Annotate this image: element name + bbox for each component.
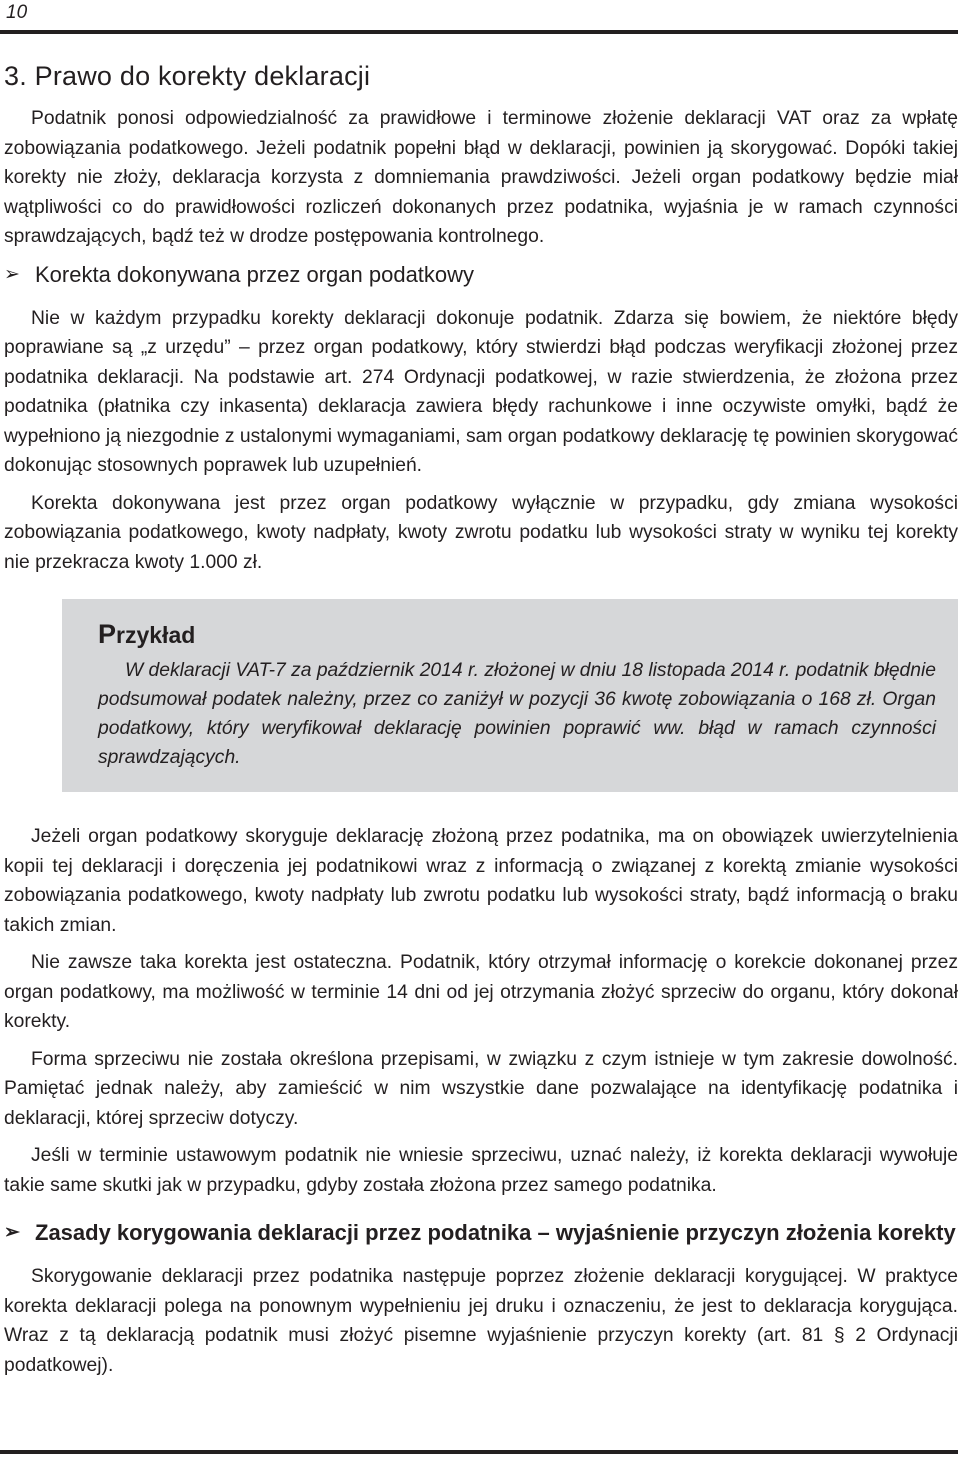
bottom-rule [0, 1450, 958, 1454]
page-content [4, 58, 958, 1388]
example-text: W deklaracji VAT-7 za październik 2014 r. złożonej w dniu 18 listopada 2014 r. podatnik błędnie podsumował podatek należny, przez co zaniżył w pozycji 36 kwotę zobowiązania o 168 zł. Organ podatkowy, który weryfikował deklarację powinien poprawić ww. błąd w ramach czynności sprawdzających. [98, 660, 937, 768]
section-heading-text: Zasady korygowania deklaracji przez podatnika – wyjaśnienie przyczyn złożenia korekty [35, 1220, 956, 1245]
section-heading-text: Korekta dokonywana przez organ podatkowy [35, 261, 475, 287]
paragraph: Korekta dokonywana jest przez organ podatkowy wyłącznie w przypadku, gdy zmiana wysokości zobowiązania podatkowego, kwoty nadpłaty, kwoty zwrotu podatku lub wysokości straty w wyniku tej korekty nie przekracza kwoty 1.000 zł. [4, 492, 958, 573]
example-title-rest: rzykład [116, 622, 196, 648]
paragraph: Jeśli w terminie ustawowym podatnik nie wniesie sprzeciwu, uznać należy, iż korekta deklaracji wywołuje takie same skutki jak w przypadku, gdyby została złożona przez samego podatnika. [4, 1145, 958, 1196]
paragraph: Jeżeli organ podatkowy skoryguje deklarację złożoną przez podatnika, ma on obowiązek uwierzytelnienia kopii tej deklaracji i doręczenia jej podatnikowi wraz z informacją o związanej z korektą zmianie wysokości zobowiązania podatkowego, kwoty nadpłaty lub zwrotu podatku lub wysokości straty, bądź informacją o braku takich zmian. [4, 826, 958, 936]
arrowhead-bullet-icon: ➢ [4, 263, 20, 285]
intro-paragraph: Podatnik ponosi odpowiedzialność za prawidłowe i terminowe złożenie deklaracji VAT oraz za wpłatę zobowiązania podatkowego. Jeżeli podatnik popełni błąd w deklaracji, powinien ją skorygować. Dopóki takiej korekty nie złoży, deklaracja korzysta z domniemania prawdziwości. Jeżeli organ podatkowy będzie miał wątpliwości co do prawidłowości rozliczeń dokonanych przez podatnika, wyjaśnia je w ramach czynności sprawdzających, bądź też w drodze postępowania kontrolnego. [4, 108, 958, 247]
example-box [62, 599, 958, 792]
example-title [98, 619, 936, 650]
section-heading-organ [4, 260, 958, 290]
example-title-cap: P [98, 619, 117, 649]
section-heading-podatnik [4, 1218, 958, 1248]
paragraph: Nie zawsze taka korekta jest ostateczna. Podatnik, który otrzymał informację o korekcie dokonanej przez organ podatkowy, ma możliwość w terminie 14 dni od jej otrzymania złożyć sprzeciw do organu, który dokonał korekty. [4, 952, 958, 1032]
top-rule [0, 30, 958, 34]
arrowhead-bullet-icon: ➢ [4, 1222, 20, 1243]
paragraph: Forma sprzeciwu nie została określona przepisami, w związku z czym istnieje w tym zakresie dowolność. Pamiętać jednak należy, aby zamieścić w nim wszystkie dane pozwalające na identyfikację podatnika i deklaracji, której sprzeciw dotyczy. [4, 1048, 958, 1129]
page-number: 10 [6, 2, 28, 23]
paragraph: Nie w każdym przypadku korekty deklaracji dokonuje podatnik. Zdarza się bowiem, że niektóre błędy poprawiane są „z urzędu” – przez organ podatkowy, który stwierdzi błąd podczas weryfikacji złożonej przez podatnika deklaracji. Na podstawie art. 274 Ordynacji podatkowej, w razie stwierdzenia, że złożona przez podatnika (płatnika czy inkasenta) deklaracja zawiera błędy rachunkowe i inne oczywiste omyłki, bądź że wypełniono ją niezgodnie z ustalonymi wymaganiami, sam organ podatkowy deklarację tę powinien skorygować dokonując stosownych poprawek lub uzupełnień. [4, 307, 958, 476]
chapter-title: 3. Prawo do korekty deklaracji [4, 61, 371, 91]
paragraph: Skorygowanie deklaracji przez podatnika następuje poprzez złożenie deklaracji korygującej. W praktyce korekta deklaracji polega na ponownym wypełnieniu jej druku i oznaczeniu, że jest to deklaracja korygująca. Wraz z tą deklaracją podatnik musi złożyć pisemne wyjaśnienie przyczyn korekty (art. 81 § 2 Ordynacji podatkowej). [4, 1266, 958, 1376]
